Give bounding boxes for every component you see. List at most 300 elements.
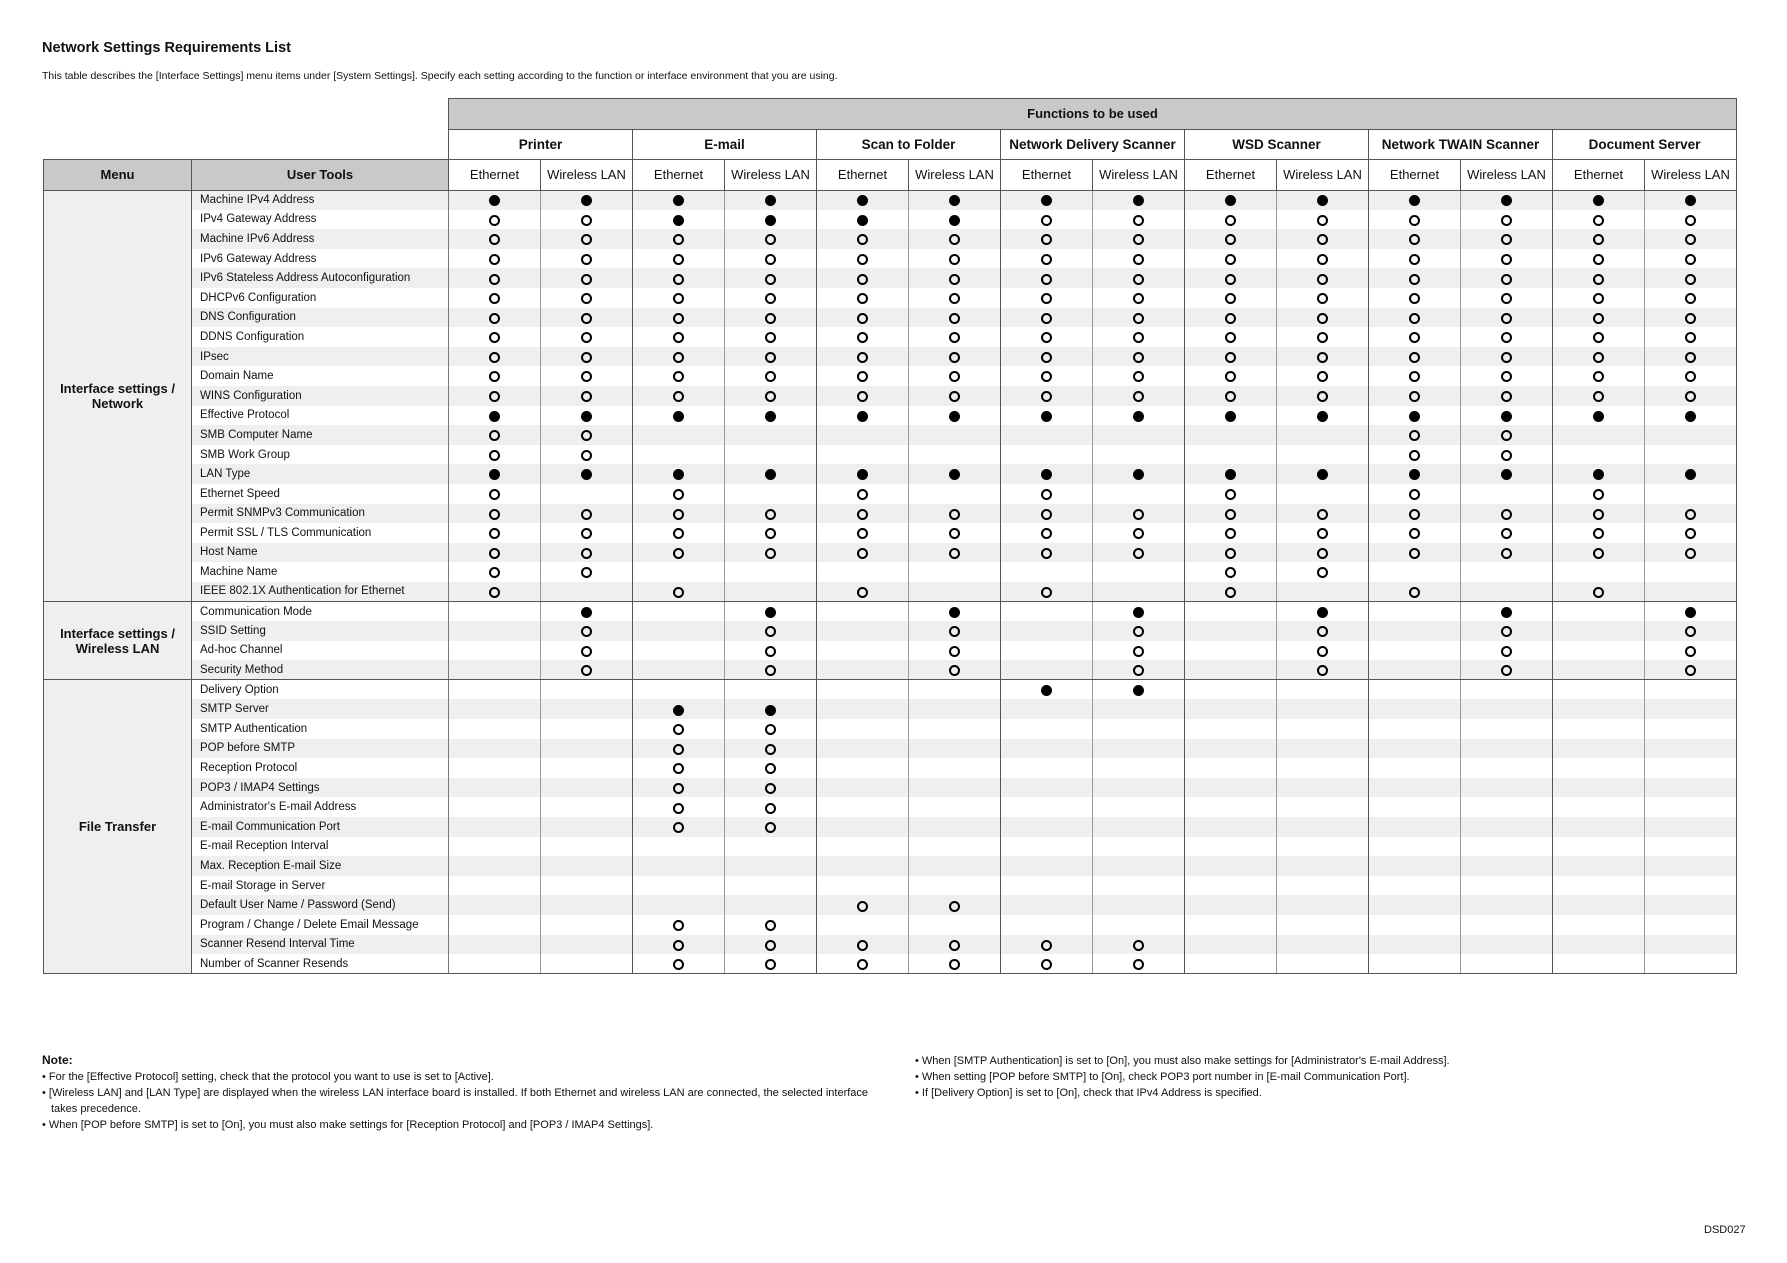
requirement-cell <box>1645 935 1737 955</box>
necessary-dot-icon <box>673 411 684 422</box>
requirement-cell <box>541 641 633 661</box>
requirement-cell <box>1461 210 1553 230</box>
page-description: This table describes the [Interface Settings] menu items under [System Settings]. Specify each setting according to the function or interface environment that you are using. <box>42 70 838 82</box>
requirement-cell <box>1277 229 1369 249</box>
table-row <box>44 268 1737 288</box>
requirement-cell <box>1277 778 1369 798</box>
as-required-circle-icon <box>1409 450 1420 461</box>
requirement-cell <box>1645 249 1737 269</box>
as-required-circle-icon <box>1225 548 1236 559</box>
requirement-cell <box>909 954 1001 974</box>
interface-header: Wireless LAN <box>725 160 817 191</box>
requirement-cell <box>817 817 909 837</box>
requirement-cell <box>1001 190 1093 210</box>
requirement-cell <box>909 699 1001 719</box>
requirement-cell <box>725 347 817 367</box>
as-required-circle-icon <box>489 548 500 559</box>
requirement-cell <box>633 817 725 837</box>
table-row <box>44 562 1737 582</box>
user-tool-cell: SMTP Server <box>192 699 449 719</box>
requirement-cell <box>1093 543 1185 563</box>
requirement-cell <box>817 837 909 857</box>
requirement-cell <box>817 523 909 543</box>
requirement-cell <box>449 288 541 308</box>
requirement-cell <box>725 288 817 308</box>
as-required-circle-icon <box>581 509 592 520</box>
necessary-dot-icon <box>949 215 960 226</box>
requirement-cell <box>909 797 1001 817</box>
requirement-cell <box>1553 621 1645 641</box>
requirement-cell <box>633 484 725 504</box>
requirement-cell <box>1369 895 1461 915</box>
user-tool-cell: Permit SSL / TLS Communication <box>192 523 449 543</box>
as-required-circle-icon <box>857 371 868 382</box>
requirement-cell <box>1645 347 1737 367</box>
requirement-cell <box>1277 719 1369 739</box>
as-required-circle-icon <box>1041 528 1052 539</box>
requirement-cell <box>449 739 541 759</box>
requirement-cell <box>1645 582 1737 602</box>
requirement-cell <box>1093 680 1185 700</box>
as-required-circle-icon <box>1041 371 1052 382</box>
requirement-cell <box>541 229 633 249</box>
as-required-circle-icon <box>1501 371 1512 382</box>
table-row <box>44 895 1737 915</box>
requirement-cell <box>1185 504 1277 524</box>
requirement-cell <box>1461 308 1553 328</box>
requirement-cell <box>1093 621 1185 641</box>
requirement-cell <box>449 425 541 445</box>
requirement-cell <box>633 229 725 249</box>
as-required-circle-icon <box>1041 234 1052 245</box>
requirement-cell <box>1461 699 1553 719</box>
requirement-cell <box>1277 484 1369 504</box>
requirement-cell <box>725 758 817 778</box>
requirement-cell <box>909 347 1001 367</box>
table-row <box>44 308 1737 328</box>
requirement-cell <box>1461 582 1553 602</box>
necessary-dot-icon <box>765 411 776 422</box>
user-tool-cell: SMB Work Group <box>192 445 449 465</box>
as-required-circle-icon <box>1501 528 1512 539</box>
user-tool-cell: Delivery Option <box>192 680 449 700</box>
requirement-cell <box>1001 621 1093 641</box>
as-required-circle-icon <box>1593 274 1604 285</box>
as-required-circle-icon <box>765 646 776 657</box>
functions-header: Functions to be used <box>449 99 1737 130</box>
requirement-cell <box>449 935 541 955</box>
requirement-cell <box>633 935 725 955</box>
requirement-cell <box>1093 229 1185 249</box>
necessary-dot-icon <box>1041 685 1052 696</box>
requirement-cell <box>1461 837 1553 857</box>
as-required-circle-icon <box>765 352 776 363</box>
requirement-cell <box>541 856 633 876</box>
table-row <box>44 327 1737 347</box>
necessary-dot-icon <box>1041 195 1052 206</box>
table-row <box>44 210 1737 230</box>
user-tool-cell: E-mail Communication Port <box>192 817 449 837</box>
as-required-circle-icon <box>489 313 500 324</box>
requirement-cell <box>541 504 633 524</box>
requirement-cell <box>1001 523 1093 543</box>
as-required-circle-icon <box>1501 293 1512 304</box>
as-required-circle-icon <box>857 332 868 343</box>
requirement-cell <box>1461 660 1553 680</box>
requirement-cell <box>909 327 1001 347</box>
requirement-cell <box>909 837 1001 857</box>
interface-header: Wireless LAN <box>1093 160 1185 191</box>
as-required-circle-icon <box>765 391 776 402</box>
requirement-cell <box>1093 817 1185 837</box>
requirement-cell <box>449 406 541 426</box>
as-required-circle-icon <box>1409 274 1420 285</box>
user-tool-cell: SMTP Authentication <box>192 719 449 739</box>
requirement-cell <box>909 641 1001 661</box>
requirement-cell <box>1369 778 1461 798</box>
requirement-cell <box>541 406 633 426</box>
as-required-circle-icon <box>489 332 500 343</box>
user-tool-cell: E-mail Storage in Server <box>192 876 449 896</box>
note-item: • When [POP before SMTP] is set to [On], you must also make settings for [Reception Protocol] and [POP3 / IMAP4 Settings]. <box>42 1119 654 1131</box>
requirement-cell <box>725 680 817 700</box>
requirement-cell <box>541 464 633 484</box>
user-tool-cell: Reception Protocol <box>192 758 449 778</box>
requirement-cell <box>541 837 633 857</box>
requirement-cell <box>1553 719 1645 739</box>
requirement-cell <box>725 425 817 445</box>
necessary-dot-icon <box>857 411 868 422</box>
requirement-cell <box>541 288 633 308</box>
requirement-cell <box>1553 954 1645 974</box>
table-row <box>44 680 1737 700</box>
requirement-cell <box>725 366 817 386</box>
requirements-table <box>43 98 1737 974</box>
requirement-cell <box>449 641 541 661</box>
as-required-circle-icon <box>489 587 500 598</box>
as-required-circle-icon <box>1501 450 1512 461</box>
requirement-cell <box>1461 778 1553 798</box>
requirement-cell <box>449 856 541 876</box>
as-required-circle-icon <box>857 940 868 951</box>
requirement-cell <box>1553 523 1645 543</box>
requirement-cell <box>1369 366 1461 386</box>
as-required-circle-icon <box>1133 215 1144 226</box>
necessary-dot-icon <box>1133 469 1144 480</box>
requirement-cell <box>1369 425 1461 445</box>
as-required-circle-icon <box>673 587 684 598</box>
requirement-cell <box>1093 641 1185 661</box>
requirement-cell <box>1369 915 1461 935</box>
requirement-cell <box>909 739 1001 759</box>
requirement-cell <box>817 601 909 621</box>
requirement-cell <box>1645 601 1737 621</box>
requirement-cell <box>1645 739 1737 759</box>
as-required-circle-icon <box>1409 313 1420 324</box>
as-required-circle-icon <box>949 293 960 304</box>
as-required-circle-icon <box>1409 332 1420 343</box>
requirement-cell <box>1277 837 1369 857</box>
as-required-circle-icon <box>857 587 868 598</box>
requirement-cell <box>1553 504 1645 524</box>
as-required-circle-icon <box>1225 352 1236 363</box>
requirement-cell <box>1553 817 1645 837</box>
requirement-cell <box>1461 817 1553 837</box>
requirement-cell <box>633 719 725 739</box>
as-required-circle-icon <box>1409 587 1420 598</box>
requirement-cell <box>1001 249 1093 269</box>
requirement-cell <box>1645 797 1737 817</box>
necessary-dot-icon <box>1225 195 1236 206</box>
requirement-cell <box>1461 954 1553 974</box>
requirement-cell <box>1093 190 1185 210</box>
requirement-cell <box>541 523 633 543</box>
user-tool-cell: Max. Reception E-mail Size <box>192 856 449 876</box>
necessary-dot-icon <box>857 195 868 206</box>
requirement-cell <box>1461 935 1553 955</box>
requirement-cell <box>1001 406 1093 426</box>
user-tool-cell: SMB Computer Name <box>192 425 449 445</box>
requirement-cell <box>633 660 725 680</box>
as-required-circle-icon <box>1409 548 1420 559</box>
necessary-dot-icon <box>1317 195 1328 206</box>
necessary-dot-icon <box>765 705 776 716</box>
requirement-cell <box>449 660 541 680</box>
requirement-cell <box>1277 641 1369 661</box>
as-required-circle-icon <box>673 744 684 755</box>
as-required-circle-icon <box>489 450 500 461</box>
requirement-cell <box>1461 797 1553 817</box>
requirement-cell <box>1093 425 1185 445</box>
requirement-cell <box>1185 954 1277 974</box>
as-required-circle-icon <box>765 783 776 794</box>
requirement-cell <box>909 601 1001 621</box>
necessary-dot-icon <box>489 195 500 206</box>
necessary-dot-icon <box>1317 469 1328 480</box>
requirement-cell <box>1553 856 1645 876</box>
requirement-cell <box>725 504 817 524</box>
requirement-cell <box>909 523 1001 543</box>
requirement-cell <box>1093 778 1185 798</box>
requirement-cell <box>1553 660 1645 680</box>
function-header: Network Delivery Scanner <box>1001 129 1185 160</box>
requirement-cell <box>449 797 541 817</box>
requirement-cell <box>1645 876 1737 896</box>
interface-header: Ethernet <box>633 160 725 191</box>
table-row <box>44 876 1737 896</box>
necessary-dot-icon <box>1409 195 1420 206</box>
as-required-circle-icon <box>489 254 500 265</box>
requirement-cell <box>1093 915 1185 935</box>
table-row <box>44 641 1737 661</box>
requirement-cell <box>633 268 725 288</box>
as-required-circle-icon <box>1317 626 1328 637</box>
requirement-cell <box>725 464 817 484</box>
requirement-cell <box>909 543 1001 563</box>
as-required-circle-icon <box>581 234 592 245</box>
requirement-cell <box>909 758 1001 778</box>
requirement-cell <box>1645 190 1737 210</box>
requirement-cell <box>1461 562 1553 582</box>
user-tool-cell: IPsec <box>192 347 449 367</box>
requirement-cell <box>541 739 633 759</box>
as-required-circle-icon <box>1593 587 1604 598</box>
table-row <box>44 778 1737 798</box>
requirement-cell <box>1001 954 1093 974</box>
requirement-cell <box>1369 699 1461 719</box>
requirement-cell <box>1369 660 1461 680</box>
requirement-cell <box>1461 523 1553 543</box>
requirement-cell <box>1001 229 1093 249</box>
as-required-circle-icon <box>489 528 500 539</box>
requirement-cell <box>1461 347 1553 367</box>
necessary-dot-icon <box>673 215 684 226</box>
requirement-cell <box>1093 797 1185 817</box>
as-required-circle-icon <box>765 548 776 559</box>
requirement-cell <box>909 778 1001 798</box>
requirement-cell <box>633 308 725 328</box>
requirement-cell <box>1461 229 1553 249</box>
requirement-cell <box>541 954 633 974</box>
as-required-circle-icon <box>1501 332 1512 343</box>
requirement-cell <box>541 386 633 406</box>
as-required-circle-icon <box>1041 489 1052 500</box>
requirement-cell <box>909 210 1001 230</box>
as-required-circle-icon <box>581 528 592 539</box>
as-required-circle-icon <box>765 940 776 951</box>
requirement-cell <box>817 562 909 582</box>
requirement-cell <box>909 935 1001 955</box>
requirement-cell <box>1001 425 1093 445</box>
table-row <box>44 504 1737 524</box>
as-required-circle-icon <box>1501 509 1512 520</box>
table-row <box>44 190 1737 210</box>
as-required-circle-icon <box>1685 646 1696 657</box>
requirement-cell <box>909 504 1001 524</box>
as-required-circle-icon <box>1041 332 1052 343</box>
as-required-circle-icon <box>1225 274 1236 285</box>
requirement-cell <box>633 895 725 915</box>
requirement-cell <box>1277 797 1369 817</box>
requirement-cell <box>633 954 725 974</box>
as-required-circle-icon <box>673 724 684 735</box>
table-row <box>44 797 1737 817</box>
requirement-cell <box>909 680 1001 700</box>
requirement-cell <box>725 699 817 719</box>
necessary-dot-icon <box>1501 195 1512 206</box>
requirement-cell <box>725 406 817 426</box>
as-required-circle-icon <box>1225 391 1236 402</box>
requirement-cell <box>1277 543 1369 563</box>
requirement-cell <box>1461 425 1553 445</box>
requirement-cell <box>541 680 633 700</box>
requirement-cell <box>1185 249 1277 269</box>
requirement-cell <box>633 523 725 543</box>
requirement-cell <box>541 347 633 367</box>
as-required-circle-icon <box>765 959 776 970</box>
necessary-dot-icon <box>949 469 960 480</box>
as-required-circle-icon <box>673 234 684 245</box>
necessary-dot-icon <box>1501 411 1512 422</box>
requirement-cell <box>1001 895 1093 915</box>
requirement-cell <box>909 366 1001 386</box>
as-required-circle-icon <box>765 509 776 520</box>
requirement-cell <box>1461 680 1553 700</box>
requirement-cell <box>1277 817 1369 837</box>
necessary-dot-icon <box>673 705 684 716</box>
requirement-cell <box>1645 445 1737 465</box>
user-tool-cell: LAN Type <box>192 464 449 484</box>
requirement-cell <box>449 229 541 249</box>
as-required-circle-icon <box>765 744 776 755</box>
as-required-circle-icon <box>857 313 868 324</box>
requirement-cell <box>817 504 909 524</box>
requirement-cell <box>633 347 725 367</box>
requirement-cell <box>1461 386 1553 406</box>
user-tool-cell: Domain Name <box>192 366 449 386</box>
requirement-cell <box>1369 386 1461 406</box>
necessary-dot-icon <box>1133 607 1144 618</box>
as-required-circle-icon <box>949 371 960 382</box>
requirement-cell <box>725 562 817 582</box>
requirement-cell <box>1093 699 1185 719</box>
requirement-cell <box>1645 386 1737 406</box>
requirement-cell <box>1001 915 1093 935</box>
as-required-circle-icon <box>581 371 592 382</box>
requirement-cell <box>1553 797 1645 817</box>
requirement-cell <box>1553 484 1645 504</box>
as-required-circle-icon <box>489 352 500 363</box>
requirement-cell <box>541 543 633 563</box>
requirement-cell <box>817 856 909 876</box>
requirement-cell <box>817 210 909 230</box>
requirement-cell <box>1093 445 1185 465</box>
as-required-circle-icon <box>1317 665 1328 676</box>
as-required-circle-icon <box>1409 489 1420 500</box>
requirement-cell <box>1185 797 1277 817</box>
user-tool-cell: Number of Scanner Resends <box>192 954 449 974</box>
requirement-cell <box>633 425 725 445</box>
as-required-circle-icon <box>765 763 776 774</box>
requirement-cell <box>1093 366 1185 386</box>
requirement-cell <box>449 308 541 328</box>
as-required-circle-icon <box>1225 567 1236 578</box>
requirement-cell <box>449 504 541 524</box>
requirement-cell <box>449 582 541 602</box>
necessary-dot-icon <box>1041 411 1052 422</box>
as-required-circle-icon <box>1685 234 1696 245</box>
requirement-cell <box>1277 366 1369 386</box>
requirement-cell <box>909 268 1001 288</box>
requirement-cell <box>1185 876 1277 896</box>
user-tool-cell: DHCPv6 Configuration <box>192 288 449 308</box>
as-required-circle-icon <box>949 528 960 539</box>
requirement-cell <box>1645 837 1737 857</box>
requirement-cell <box>1553 680 1645 700</box>
requirement-cell <box>817 445 909 465</box>
requirement-cell <box>725 954 817 974</box>
requirement-cell <box>817 895 909 915</box>
as-required-circle-icon <box>1317 391 1328 402</box>
requirement-cell <box>1277 915 1369 935</box>
requirement-cell <box>449 464 541 484</box>
as-required-circle-icon <box>1133 352 1144 363</box>
as-required-circle-icon <box>1317 567 1328 578</box>
requirement-cell <box>1001 386 1093 406</box>
requirement-cell <box>1277 954 1369 974</box>
requirement-cell <box>1093 856 1185 876</box>
as-required-circle-icon <box>1593 332 1604 343</box>
